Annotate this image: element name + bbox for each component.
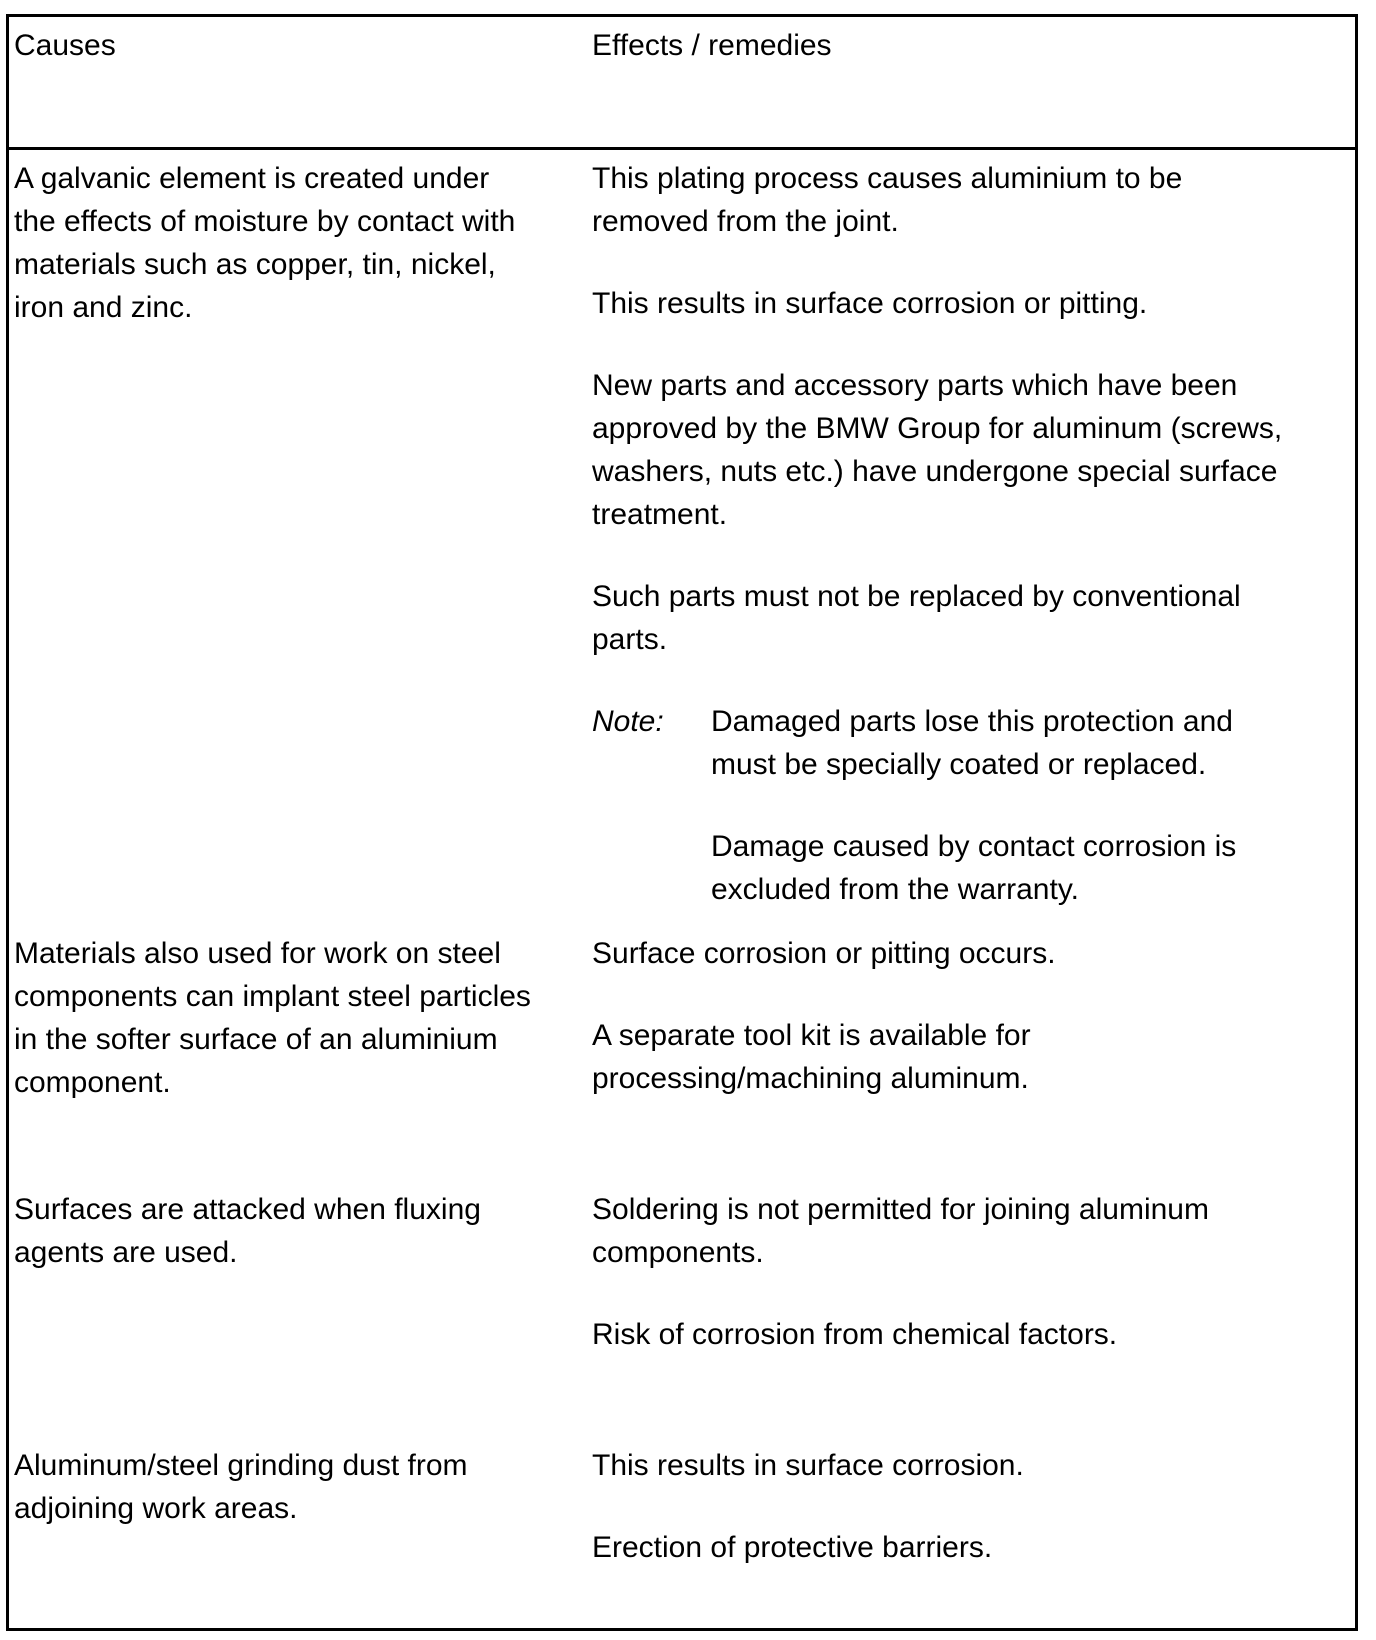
note-line: Damaged parts lose this protection and [711,705,1233,738]
cause-line: Surfaces are attacked when fluxing [14,1193,481,1226]
effect-line: This plating process causes aluminium to be [592,162,1183,195]
cause-line: agents are used. [14,1236,238,1269]
cause-line: components can implant steel particles [14,980,531,1013]
effect-line: treatment. [592,498,728,531]
effect-line: This results in surface corrosion. [592,1449,1024,1482]
cause-line: component. [14,1066,171,1099]
note-line: excluded from the warranty. [711,873,1079,906]
column-header-effects: Effects / remedies [592,29,832,62]
effect-line: Such parts must not be replaced by conventional [592,580,1241,613]
cause-line: Aluminum/steel grinding dust from [14,1449,468,1482]
cause-line: A galvanic element is created under [14,162,490,195]
effect-line: New parts and accessory parts which have been [592,369,1238,402]
effect-line: components. [592,1236,764,1269]
effect-line: Soldering is not permitted for joining aluminum [592,1193,1209,1226]
effect-line: washers, nuts etc.) have undergone special surface [592,455,1278,488]
effect-line: approved by the BMW Group for aluminum (screws, [592,412,1283,445]
effect-line: parts. [592,623,668,656]
column-header-causes: Causes [14,29,116,62]
cause-line: adjoining work areas. [14,1492,298,1525]
note-line: Damage caused by contact corrosion is [711,830,1237,863]
header-divider [6,147,1358,150]
note-line: must be specially coated or replaced. [711,748,1207,781]
cause-line: the effects of moisture by contact with [14,205,516,238]
cause-line: materials such as copper, tin, nickel, [14,248,496,281]
cause-line: in the softer surface of an aluminium [14,1023,498,1056]
effect-line: This results in surface corrosion or pitting. [592,287,1148,320]
effect-line: A separate tool kit is available for [592,1019,1031,1052]
note-label: Note: [592,705,664,738]
effect-line: Risk of corrosion from chemical factors. [592,1318,1118,1351]
effect-line: Surface corrosion or pitting occurs. [592,937,1056,970]
cause-line: Materials also used for work on steel [14,937,501,970]
effect-line: removed from the joint. [592,205,899,238]
effect-line: Erection of protective barriers. [592,1531,993,1564]
effect-line: processing/machining aluminum. [592,1062,1029,1095]
cause-line: iron and zinc. [14,291,193,324]
